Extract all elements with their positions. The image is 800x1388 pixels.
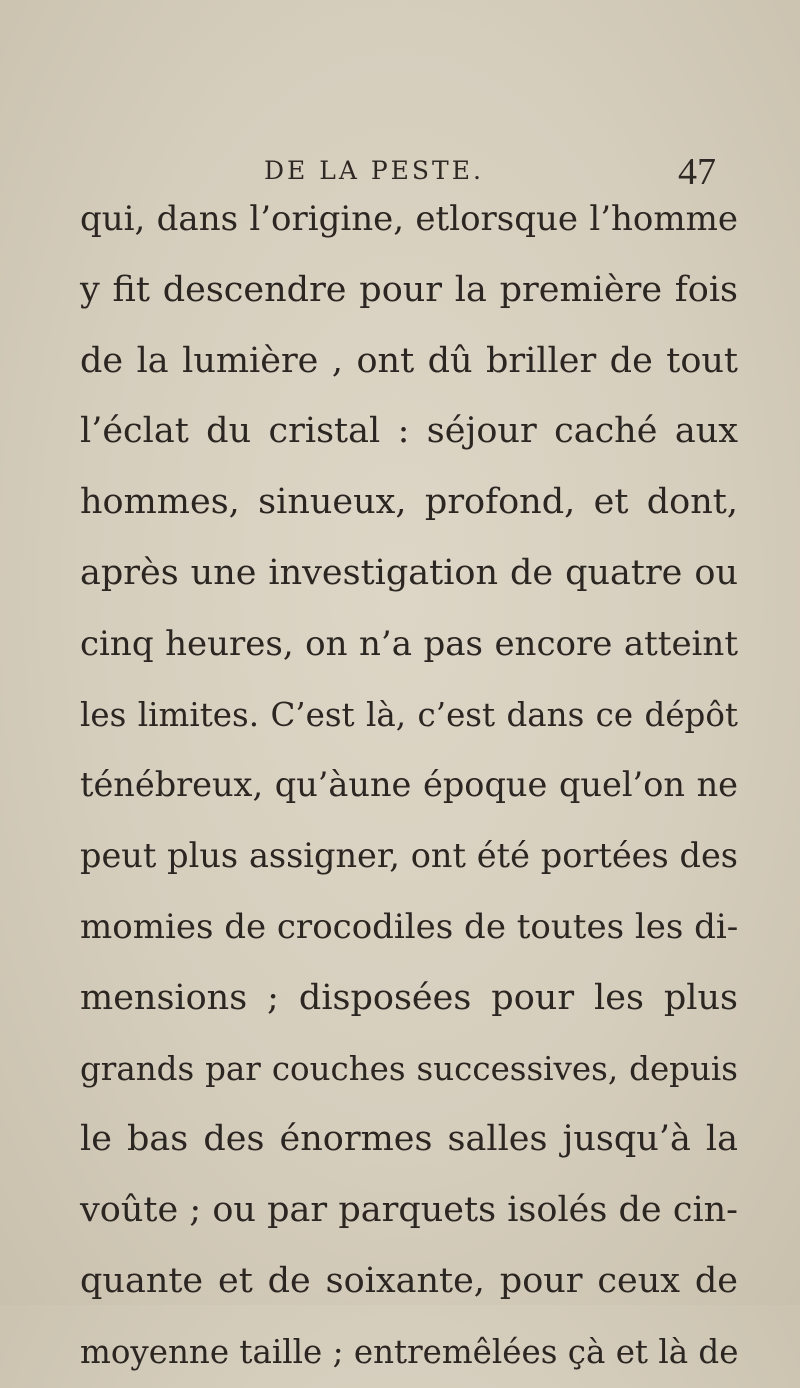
text-line: peut plus assigner, ont été portées des [80,836,738,876]
text-line: quante et de soixante, pour ceux de [80,1260,738,1301]
text-line: qui, dans l’origine, etlorsque l’homme [80,199,738,239]
text-line: voûte ; ou par parquets isolés de cin- [80,1190,738,1231]
text-line: momies de crocodiles de toutes les di- [80,906,739,947]
text-line: moyenne taille ; entremêlées çà et là de [80,1332,739,1371]
text-line: mensions ; disposées pour les plus [80,977,738,1018]
text-line: après une investigation de quatre ou [80,552,738,593]
body-text [80,184,738,1388]
running-title: DE LA PESTE. [264,156,484,185]
text-line: ténébreux, qu’àune époque quel’on ne [80,765,738,805]
text-line: de la lumière , ont dû briller de tout [80,340,738,381]
page-number: 47 [678,151,716,193]
text-line: cinq heures, on n’a pas encore atteint [80,623,738,664]
text-line: le bas des énormes salles jusqu’à la [80,1119,738,1160]
text-line: les limites. C’est là, c’est dans ce dépôt [80,695,738,734]
text-line: grands par couches successives, depuis [80,1049,738,1088]
text-line: y fit descendre pour la première fois [80,269,738,310]
text-line: l’éclat du cristal : séjour caché aux [80,411,738,452]
text-line: hommes, sinueux, profond, et dont, [80,482,738,523]
